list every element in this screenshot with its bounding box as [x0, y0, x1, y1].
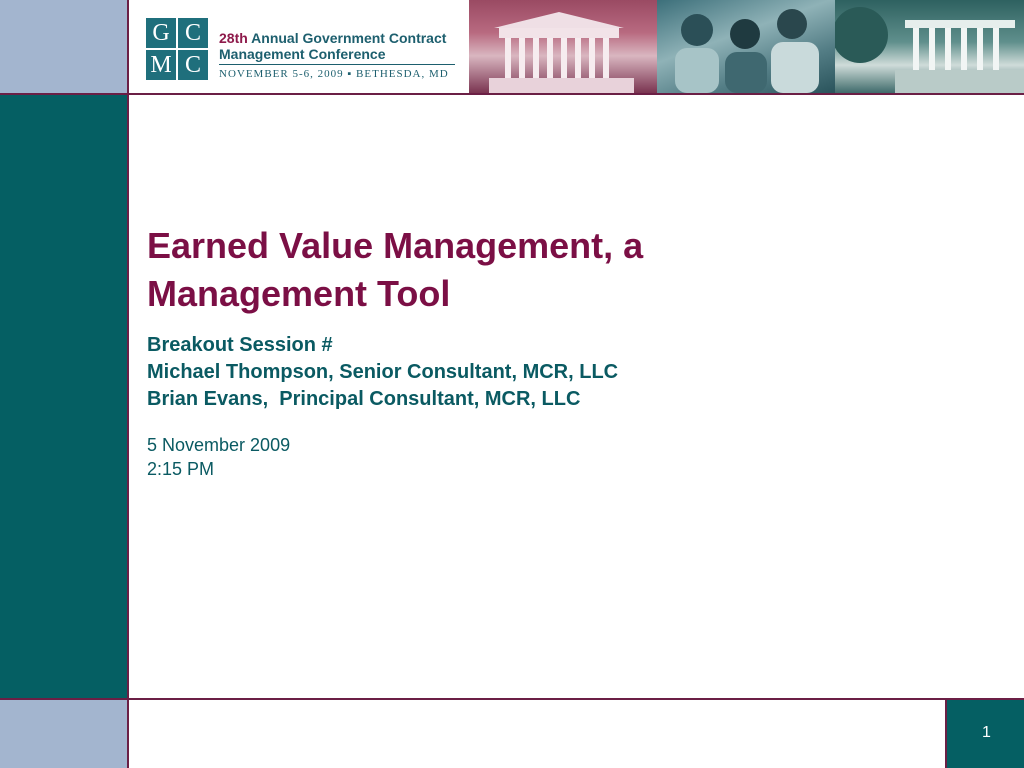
logo-letter: C	[178, 50, 208, 80]
people-photo	[657, 0, 835, 93]
header-banner	[129, 0, 1024, 93]
vertical-divider	[127, 0, 129, 768]
conference-logo-area	[129, 0, 469, 93]
logo-letter: G	[146, 18, 176, 48]
memorial-photo	[469, 0, 657, 93]
conference-title	[219, 30, 446, 62]
footer-divider	[0, 698, 1024, 700]
presenter-line: Michael Thompson, Senior Consultant, MCR, LLC	[147, 361, 619, 383]
conference-ordinal: 28th	[219, 30, 248, 46]
slide-title: Earned Value Management, a Management Tool	[147, 225, 644, 314]
conference-title-line2: Management Conference	[219, 46, 386, 62]
logo-letter: C	[178, 18, 208, 48]
session-line: Breakout Session #	[147, 334, 333, 356]
page-number-box	[945, 700, 1024, 768]
session-date: 5 November 2009	[147, 435, 291, 455]
conference-dates: NOVEMBER 5-6, 2009 ▪ BETHESDA, MD	[219, 68, 449, 80]
left-column-top-block	[0, 0, 127, 93]
session-datetime	[147, 433, 290, 481]
capitol-building-photo	[835, 0, 1024, 93]
left-column-bottom-block	[0, 700, 127, 768]
session-details	[147, 332, 618, 413]
gcmc-logo	[146, 18, 208, 80]
header-divider	[0, 93, 1024, 95]
page-number: 1	[982, 724, 991, 741]
presenter-line: Brian Evans, Principal Consultant, MCR, LLC	[147, 388, 581, 410]
left-column-teal-block	[0, 95, 127, 698]
logo-letter: M	[146, 50, 176, 80]
conference-title-line1: Annual Government Contract	[247, 30, 447, 46]
session-time: 2:15 PM	[147, 459, 215, 479]
conference-rule	[219, 64, 455, 65]
